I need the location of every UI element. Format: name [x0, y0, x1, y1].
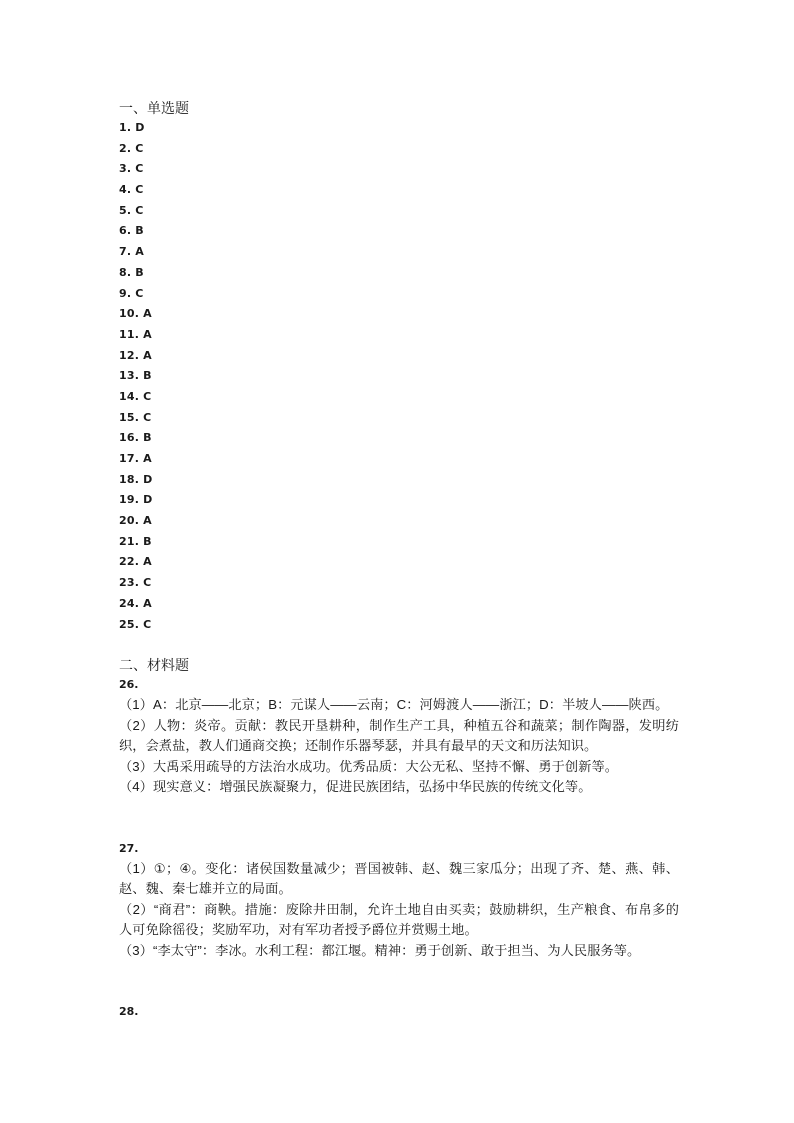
question-26-part-2: （2）人物：炎帝。贡献：教民开垦耕种，制作生产工具，种植五谷和蔬菜；制作陶器，发明纺织，会煮盐，教人们通商交换；还制作乐器琴瑟，并具有最早的天文和历法知识。: [119, 717, 679, 754]
answer-item: [119, 263, 679, 284]
answer-choice: D: [135, 121, 145, 134]
answer-item: [119, 470, 679, 491]
question-26-part-4: （4）现实意义：增强民族凝聚力，促进民族团结，弘扬中华民族的传统文化等。: [119, 779, 592, 795]
answer-choice: A: [143, 555, 152, 569]
answer-item: [119, 159, 679, 180]
answer-item: [119, 490, 679, 511]
answer-choice: C: [143, 410, 152, 424]
answer-number: 5 .: [119, 204, 135, 217]
answer-item: [119, 304, 679, 325]
question-26: [119, 675, 679, 798]
answer-item: [119, 573, 679, 594]
answer-number: 8 .: [119, 266, 135, 279]
answer-number: 13 .: [119, 369, 143, 382]
answer-choice: C: [135, 286, 144, 300]
answer-choice: A: [143, 596, 152, 610]
answer-choice: D: [143, 472, 153, 486]
answer-number: 10 .: [119, 307, 143, 320]
answer-number: 25 .: [119, 618, 143, 631]
answer-number: 2 .: [119, 142, 135, 155]
answer-number: 23 .: [119, 576, 143, 589]
answer-choice: A: [135, 245, 144, 259]
answer-list: [119, 118, 679, 635]
answer-choice: A: [143, 327, 152, 341]
answer-number: 18 .: [119, 473, 143, 486]
answer-number: 21 .: [119, 535, 143, 548]
question-26-number: 26.: [119, 678, 139, 692]
answer-item: [119, 615, 679, 636]
answer-choice: B: [143, 369, 152, 383]
answer-key-content: [119, 98, 679, 1022]
answer-number: 9 .: [119, 287, 135, 300]
answer-choice: A: [143, 348, 152, 362]
spacer: [119, 798, 679, 819]
answer-choice: B: [143, 534, 152, 548]
answer-number: 3 .: [119, 162, 135, 175]
answer-number: 19 .: [119, 493, 143, 506]
answer-choice: B: [143, 431, 152, 445]
answer-item: [119, 346, 679, 367]
question-27-number: 27.: [119, 841, 139, 855]
answer-number: 16 .: [119, 431, 143, 444]
answer-item: [119, 511, 679, 532]
answer-item: [119, 139, 679, 160]
answer-item: [119, 325, 679, 346]
answer-number: 17 .: [119, 452, 143, 465]
answer-choice: C: [135, 203, 144, 217]
answer-choice: B: [135, 224, 144, 238]
answer-number: 6 .: [119, 224, 135, 237]
question-28: [119, 1002, 679, 1022]
answer-choice: A: [143, 514, 152, 528]
answer-item: [119, 180, 679, 201]
answer-choice: C: [135, 162, 144, 176]
answer-choice: C: [143, 617, 152, 631]
answer-number: 1 .: [119, 121, 135, 134]
section-1-heading: 一、单选题: [119, 100, 189, 116]
question-28-number: 28.: [119, 1005, 139, 1019]
question-27-part-3: （3）“李太守”：李冰。水利工程：都江堰。精神：勇于创新、敢于担当、为人民服务等。: [119, 942, 641, 958]
answer-item: [119, 408, 679, 429]
answer-number: 22 .: [119, 555, 143, 568]
answer-item: [119, 201, 679, 222]
answer-item: [119, 284, 679, 305]
answer-item: [119, 118, 679, 139]
answer-item: [119, 221, 679, 242]
answer-number: 4 .: [119, 183, 135, 196]
answer-item: [119, 387, 679, 408]
answer-item: [119, 366, 679, 387]
question-27-part-2: （2）“商君”：商鞅。措施：废除井田制，允许土地自由买卖；鼓励耕织，生产粮食、布帛多的人可免除徭役；奖励军功，对有军功者授予爵位并赏赐土地。: [119, 901, 679, 938]
answer-number: 11 .: [119, 328, 143, 341]
answer-number: 7 .: [119, 245, 135, 258]
spacer: [119, 818, 679, 839]
question-27-part-1: （1）①；④。变化：诸侯国数量减少；晋国被韩、赵、魏三家瓜分；出现了齐、楚、燕、韩、赵、魏、秦七雄并立的局面。: [119, 860, 679, 897]
answer-choice: B: [135, 265, 144, 279]
section-2-heading: 二、材料题: [119, 657, 189, 674]
answer-choice: A: [143, 452, 152, 465]
answer-choice: C: [135, 141, 144, 155]
question-26-part-1: （1）A：北京——北京；B：元谋人——云南；C：河姆渡人——浙江；D：半坡人——陕西。: [119, 697, 669, 713]
answer-choice: C: [143, 389, 152, 403]
answer-choice: A: [143, 307, 152, 321]
answer-number: 24 .: [119, 597, 143, 610]
answer-choice: C: [143, 576, 152, 590]
spacer: [119, 961, 679, 982]
answer-item: [119, 449, 679, 470]
answer-number: 12 .: [119, 349, 143, 362]
question-26-part-3: （3）大禹采用疏导的方法治水成功。优秀品质：大公无私、坚持不懈、勇于创新等。: [119, 758, 619, 774]
answer-item: [119, 428, 679, 449]
answer-item: [119, 242, 679, 263]
question-27: [119, 839, 679, 962]
spacer: [119, 635, 679, 655]
spacer: [119, 982, 679, 1003]
answer-number: 14 .: [119, 390, 143, 403]
answer-item: [119, 594, 679, 615]
answer-item: [119, 532, 679, 553]
answer-choice: D: [143, 493, 153, 507]
answer-number: 20 .: [119, 514, 143, 527]
answer-item: [119, 552, 679, 573]
answer-number: 15 .: [119, 411, 143, 424]
answer-choice: C: [135, 183, 144, 197]
